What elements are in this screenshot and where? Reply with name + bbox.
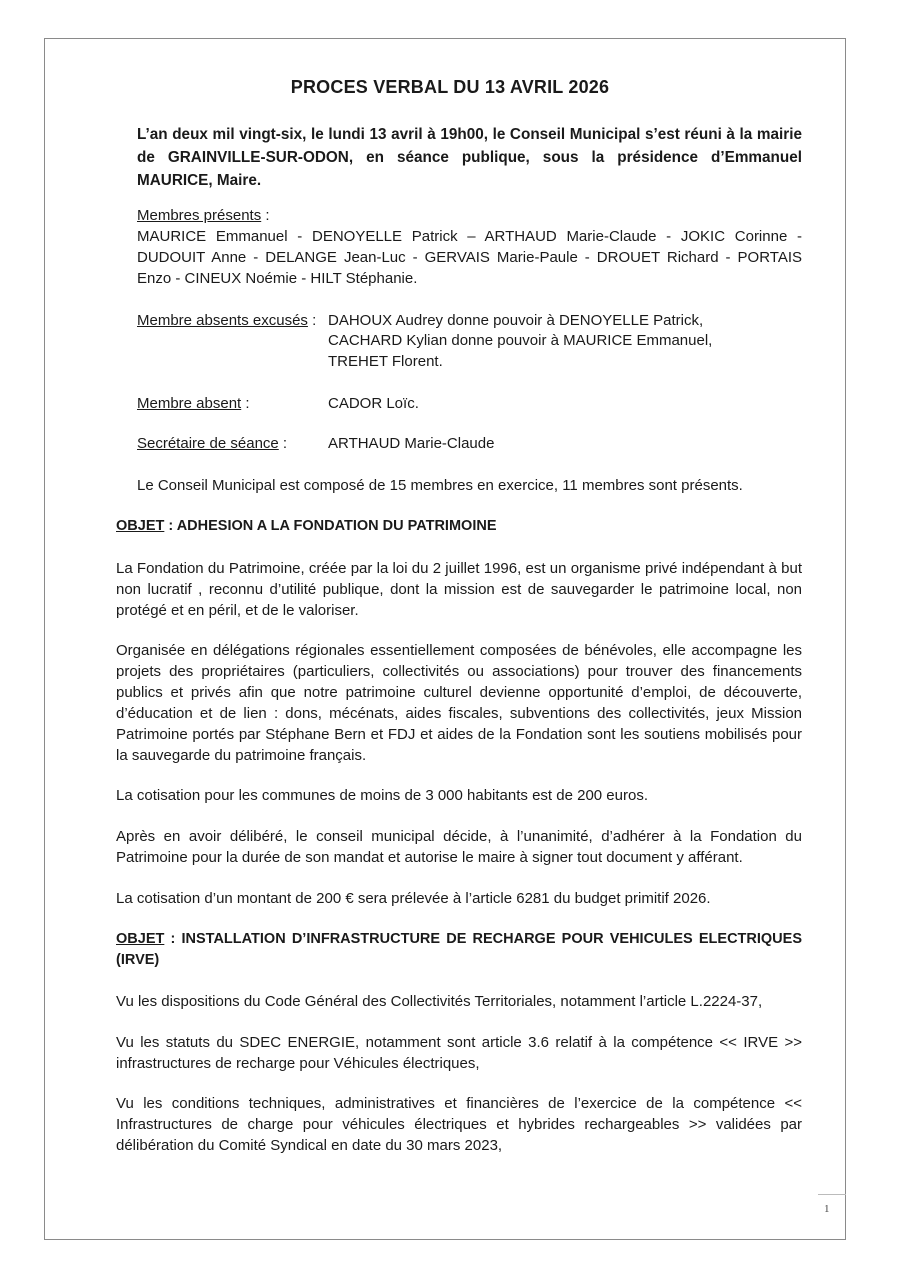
- page-corner-mark: [818, 1194, 846, 1195]
- members-present-colon: :: [261, 207, 270, 224]
- members-present-label: Membres présents: [137, 207, 262, 224]
- section2-heading: [116, 929, 802, 971]
- section2-objet-label: OBJET: [116, 931, 165, 947]
- member-absent-label-line: [137, 393, 250, 414]
- secretary-value: ARTHAUD Marie-Claude: [328, 435, 495, 452]
- section1-objet-label: OBJET: [116, 518, 165, 534]
- section2-heading-text: : INSTALLATION D’INFRASTRUCTURE DE RECHARGE POUR VEHICULES ELECTRIQUES (IRVE): [116, 931, 802, 968]
- members-present-names: MAURICE Emmanuel - DENOYELLE Patrick – ARTHAUD Marie-Claude - JOKIC Corinne - DUDOUIT Anne - DELANGE Jean-Luc - GERVAIS Marie-Paule - DROUET Richard - PORTAIS Enzo - CINEUX Noémie - HILT Stéphanie.: [137, 228, 802, 287]
- page-title: PROCES VERBAL DU 13 AVRIL 2026: [290, 77, 610, 97]
- section1-paragraph: Organisée en délégations régionales essentiellement composées de bénévoles, elle accompagne les projets des propriétaires (particuliers, collectivités ou associations) pour trouver des financements publics et privés afin que notre patrimoine culturel devienne opportunité d’emploi, de découverte, d’éducation et de lien : dons, mécénats, aides fiscales, subventions des collectivités, jeux Mission Patrimoine portés par Stéphane Bern et FDJ et aides de la Fondation sont les soutiens mobilisés pour la sauvegarde du patrimoine français.: [116, 642, 802, 764]
- section1-paragraph: Après en avoir délibéré, le conseil municipal décide, à l’unanimité, d’adhérer à la Fondation du Patrimoine pour la durée de son mandat et autorise le maire à signer tout document y afférant.: [116, 828, 802, 866]
- member-absent-colon: :: [241, 395, 250, 412]
- council-composition: Le Conseil Municipal est composé de 15 membres en exercice, 11 membres sont présents.: [137, 477, 743, 494]
- secretary-label: Secrétaire de séance: [137, 435, 279, 452]
- excused-line: TREHET Florent.: [328, 353, 443, 370]
- section1-paragraph: La cotisation pour les communes de moins de 3 000 habitants est de 200 euros.: [116, 787, 648, 804]
- intro-paragraph: L’an deux mil vingt-six, le lundi 13 avril à 19h00, le Conseil Municipal s’est réuni à la mairie de GRAINVILLE-SUR-ODON, en séance publique, sous la présidence d’Emmanuel MAURICE, Maire.: [137, 126, 802, 189]
- section1-heading-text: : ADHESION A LA FONDATION DU PATRIMOINE: [164, 518, 497, 534]
- members-excused-colon: :: [307, 312, 317, 329]
- excused-line: CACHARD Kylian donne pouvoir à MAURICE Emmanuel,: [328, 332, 713, 349]
- secretary-label-line: [137, 433, 287, 454]
- member-absent-label: Membre absent: [137, 395, 242, 412]
- page-number: 1: [824, 1203, 830, 1215]
- excused-line: DAHOUX Audrey donne pouvoir à DENOYELLE Patrick,: [328, 312, 704, 329]
- section2-paragraph: Vu les statuts du SDEC ENERGIE, notamment sont article 3.6 relatif à la compétence << IRVE >> infrastructures de recharge pour Véhicules électriques,: [116, 1034, 802, 1072]
- secretary-colon: :: [278, 435, 288, 452]
- section1-paragraph: La Fondation du Patrimoine, créée par la loi du 2 juillet 1996, est un organisme privé indépendant à but non lucratif , reconnu d’utilité publique, dont la mission est de sauvegarder le patrimoine local, non protégé et en péril, et de le valoriser.: [116, 560, 802, 619]
- members-present-label-line: [137, 205, 802, 226]
- members-excused-label: Membre absents excusés: [137, 312, 308, 329]
- section1-paragraph: La cotisation d’un montant de 200 € sera prélevée à l’article 6281 du budget primitif 2026.: [116, 890, 711, 907]
- section2-paragraph: Vu les dispositions du Code Général des Collectivités Territoriales, notamment l’article L.2224-37,: [116, 993, 763, 1010]
- member-absent-value: CADOR Loïc.: [328, 395, 419, 412]
- section1-heading: [116, 516, 802, 537]
- members-excused-label-line: [137, 310, 316, 331]
- section2-paragraph: Vu les conditions techniques, administratives et financières de l’exercice de la compétence << Infrastructures de charge pour véhicules électriques et hybrides rechargeables >> validées par délibération du Comité Syndical en date du 30 mars 2023,: [116, 1095, 802, 1154]
